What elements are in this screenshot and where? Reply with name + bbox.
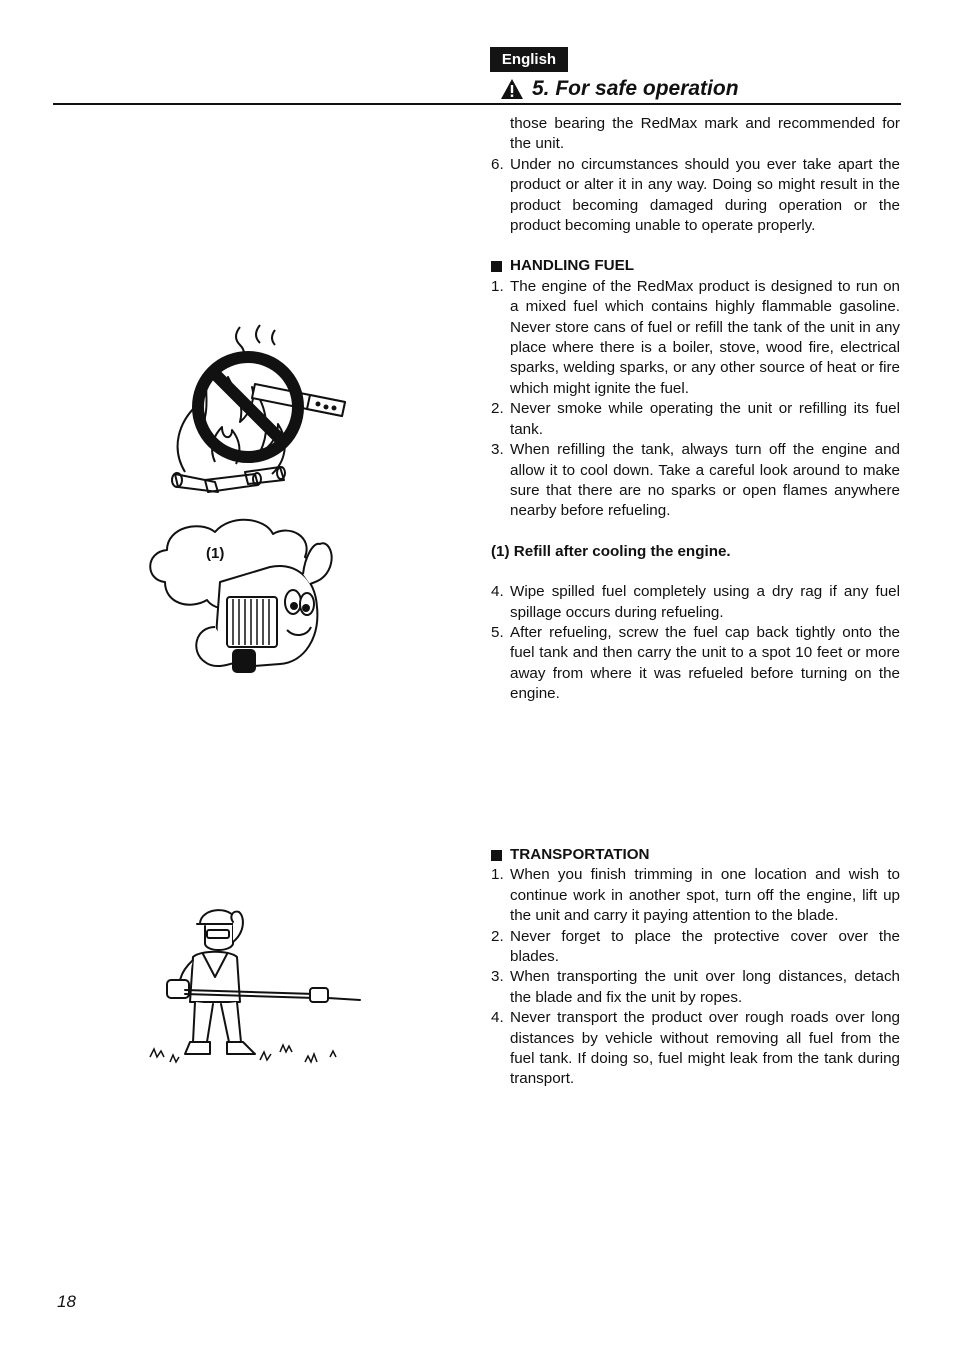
item-text: When transporting the unit over long distances, detach the blade and fix the unit by ropes. (510, 968, 900, 1006)
item-number: 1. (491, 866, 504, 884)
item-number: 3. (491, 441, 504, 459)
section-header (500, 76, 739, 102)
list-item (491, 865, 900, 926)
list-item (491, 155, 900, 237)
header-rule (53, 103, 901, 105)
item-text: Never smoke while operating the unit or refilling its fuel tank. (510, 400, 900, 438)
section-title: 5. For safe operation (532, 77, 739, 100)
figure-note: (1) Refill after cooling the engine. (491, 542, 731, 560)
item-text: Wipe spilled fuel completely using a dry rag if any fuel spillage occurs during refueling. (510, 583, 900, 621)
no-fire-illustration (160, 322, 360, 497)
list-item (491, 399, 900, 440)
item-text: Never transport the product over rough roads over long distances by vehicle without removing all fuel from the fuel tank. If doing so, fuel might leak from the tank during transport. (510, 1009, 900, 1088)
warning-triangle-icon (500, 78, 524, 100)
item-number: 5. (491, 623, 504, 641)
transportation-heading (491, 845, 900, 865)
engine-cooling-illustration (145, 512, 340, 677)
item-text: Never forget to place the protective cover over the blades. (510, 927, 900, 966)
list-item (491, 1008, 900, 1090)
item-text: After refueling, screw the fuel cap back tightly onto the fuel tank and then carry the unit to a spot 10 feet or more away from where it was refueled before turning on the engine. (510, 623, 900, 703)
list-item (491, 440, 900, 522)
heading-text: TRANSPORTATION (510, 846, 650, 863)
list-item (491, 582, 900, 623)
list-item (491, 277, 900, 399)
text-column-upper (491, 114, 900, 705)
list-item (491, 927, 900, 968)
item-text: The engine of the RedMax product is designed to run on a mixed fuel which contains highly flammable gasoline. Never store cans of fuel or refill the tank of the unit in any place where there is a boiler, stove, wood fire, electrical sparks, welding sparks, or any other source of heat or fire which might ignite the fuel. (510, 277, 900, 397)
page-number: 18 (57, 1292, 76, 1311)
list-item (491, 623, 900, 705)
square-bullet-icon (491, 261, 502, 272)
list-item (491, 967, 900, 1008)
item-number: 3. (491, 968, 504, 986)
continuation-text: those bearing the RedMax mark and recommended for the unit. (510, 115, 900, 153)
item-number: 6. (491, 155, 504, 173)
item-number: 2. (491, 927, 504, 945)
item-text: When refilling the tank, always turn off the engine and allow it to cool down. Take a careful look around to make sure that there are no sparks or open flames anywhere nearby before refueling. (510, 441, 900, 520)
transporting-trimmer-illustration (145, 902, 365, 1070)
language-tab: English (490, 47, 568, 72)
square-bullet-icon (491, 850, 502, 861)
item-text: Under no circumstances should you ever take apart the product or alter it in any way. Doing so might result in the product becoming damaged during operation or the product becoming unable to operate properly. (510, 155, 900, 235)
handling-fuel-heading (491, 256, 900, 276)
item-text: When you finish trimming in one location and wish to continue work in another spot, turn off the engine, lift up the unit and carry it paying attention to the blade. (510, 866, 900, 925)
item-number: 4. (491, 583, 504, 601)
engine-callout-label: (1) (206, 545, 225, 562)
heading-text: HANDLING FUEL (510, 257, 635, 275)
item-number: 1. (491, 277, 504, 295)
item-number: 2. (491, 400, 504, 418)
text-column-lower (491, 845, 900, 1090)
item-number: 4. (491, 1009, 504, 1027)
